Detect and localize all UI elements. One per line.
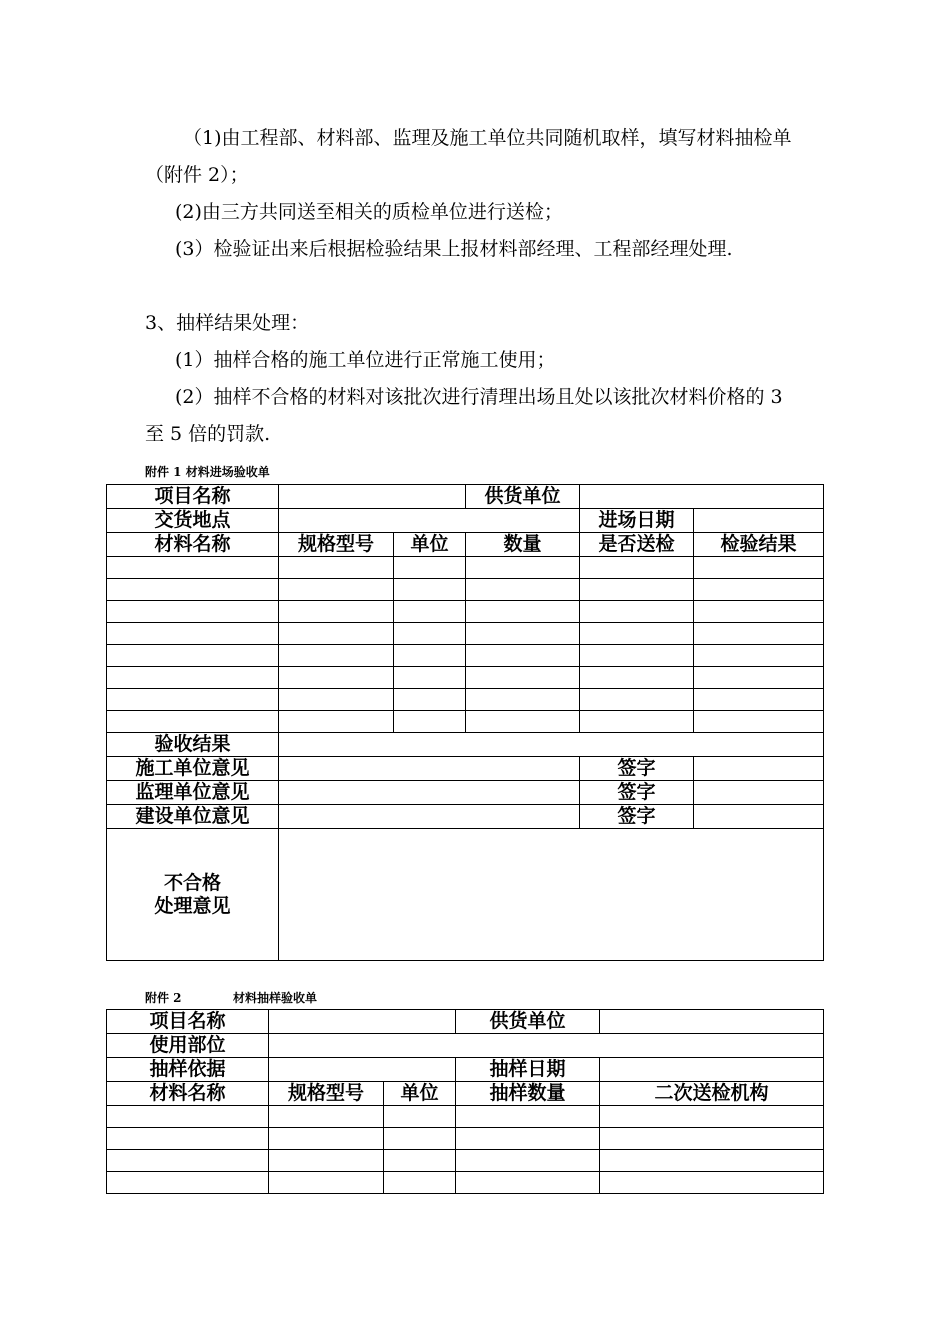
signature-label: 签字 (580, 781, 694, 805)
table-row (107, 1128, 824, 1150)
attachment2-caption-prefix: 附件 2 (145, 991, 182, 1005)
table-row (107, 601, 824, 623)
paragraph-1: （1)由工程部、材料部、监理及施工单位共同随机取样，填写材料抽检单（附件 2）； (145, 127, 792, 186)
supplier-value[interactable] (600, 1010, 824, 1034)
owner-opinion-label: 建设单位意见 (107, 805, 279, 829)
signature-value[interactable] (694, 781, 824, 805)
supervision-opinion-value[interactable] (279, 781, 580, 805)
supervision-opinion-label: 监理单位意见 (107, 781, 279, 805)
column-header-unit: 单位 (384, 1082, 456, 1106)
construction-opinion-value[interactable] (279, 757, 580, 781)
column-header-sample-quantity: 抽样数量 (456, 1082, 600, 1106)
column-header-material-name: 材料名称 (107, 533, 279, 557)
table-row (107, 711, 824, 733)
construction-opinion-label: 施工单位意见 (107, 757, 279, 781)
column-header-material-name: 材料名称 (107, 1082, 269, 1106)
table-row (107, 623, 824, 645)
supplier-label: 供货单位 (456, 1010, 600, 1034)
table-row (107, 1150, 824, 1172)
usage-part-value[interactable] (269, 1034, 824, 1058)
paragraph-2: (2)由三方共同送至相关的质检单位进行送检； (175, 201, 563, 223)
supplier-value[interactable] (580, 485, 824, 509)
paragraph-5: (2）抽样不合格的材料对该批次进行清理出场且处以该批次材料价格的 3 至 5 倍的罚款. (145, 386, 783, 445)
signature-value[interactable] (694, 757, 824, 781)
delivery-place-value[interactable] (279, 509, 580, 533)
nonconforming-line-2: 处理意见 (154, 894, 231, 917)
table-row (107, 667, 824, 689)
supplier-label: 供货单位 (466, 485, 580, 509)
column-header-sent-for-inspection: 是否送检 (580, 533, 694, 557)
nonconforming-handling-label (107, 829, 279, 961)
section-heading: 3、抽样结果处理： (145, 312, 310, 334)
column-header-reinspection-agency: 二次送检机构 (600, 1082, 824, 1106)
material-sampling-acceptance-table (106, 1009, 824, 1194)
table-row (107, 1106, 824, 1128)
nonconforming-line-1: 不合格 (163, 871, 221, 894)
column-header-spec-model: 规格型号 (269, 1082, 384, 1106)
signature-label: 签字 (580, 805, 694, 829)
acceptance-result-value[interactable] (279, 733, 824, 757)
entry-date-label: 进场日期 (580, 509, 694, 533)
project-name-label: 项目名称 (107, 1010, 269, 1034)
sampling-date-value[interactable] (600, 1058, 824, 1082)
column-header-unit: 单位 (394, 533, 466, 557)
column-header-quantity: 数量 (466, 533, 580, 557)
table-row (107, 645, 824, 667)
project-name-label: 项目名称 (107, 485, 279, 509)
project-name-value[interactable] (279, 485, 466, 509)
column-header-spec-model: 规格型号 (279, 533, 394, 557)
nonconforming-handling-value[interactable] (279, 829, 824, 961)
column-header-inspection-result: 检验结果 (694, 533, 824, 557)
signature-value[interactable] (694, 805, 824, 829)
signature-label: 签字 (580, 757, 694, 781)
usage-part-label: 使用部位 (107, 1034, 269, 1058)
paragraph-4: (1）抽样合格的施工单位进行正常施工使用； (175, 349, 556, 371)
project-name-value[interactable] (269, 1010, 456, 1034)
owner-opinion-value[interactable] (279, 805, 580, 829)
acceptance-result-label: 验收结果 (107, 733, 279, 757)
sampling-date-label: 抽样日期 (456, 1058, 600, 1082)
delivery-place-label: 交货地点 (107, 509, 279, 533)
table-row (107, 557, 824, 579)
table-row (107, 579, 824, 601)
paragraph-3: (3）检验证出来后根据检验结果上报材料部经理、工程部经理处理. (175, 238, 733, 260)
table-row (107, 689, 824, 711)
attachment1-caption: 附件 1 材料进场验收单 (145, 465, 270, 479)
entry-date-value[interactable] (694, 509, 824, 533)
attachment2-caption-title: 材料抽样验收单 (233, 991, 318, 1005)
sampling-basis-label: 抽样依据 (107, 1058, 269, 1082)
material-entry-acceptance-table (106, 484, 824, 961)
sampling-basis-value[interactable] (269, 1058, 456, 1082)
table-row (107, 1172, 824, 1194)
